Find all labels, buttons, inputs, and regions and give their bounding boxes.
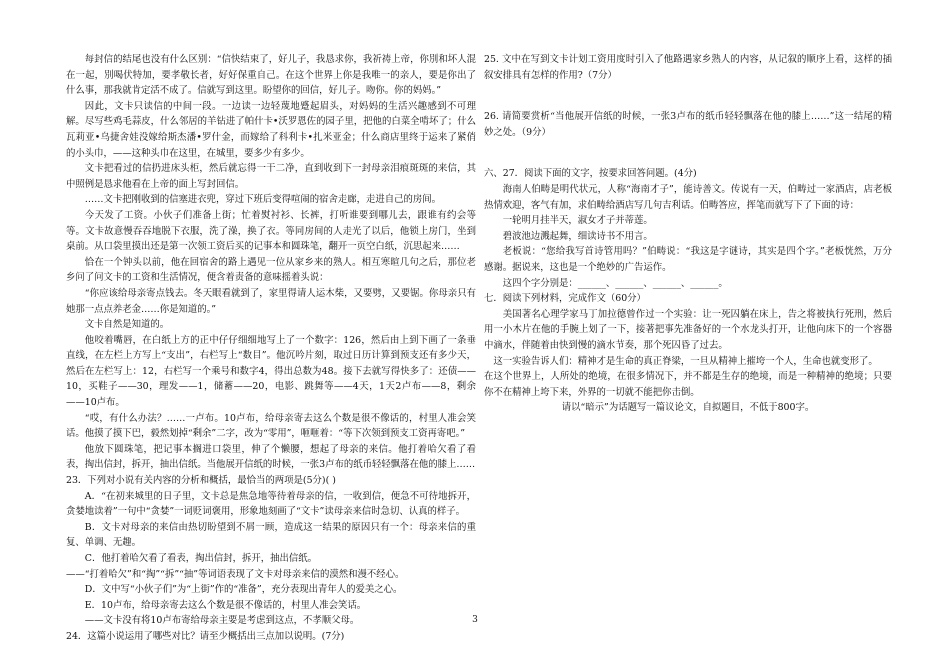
page-number: 3 <box>472 615 478 625</box>
story-paragraph: 每封信的结尾也没有什么区别：“信快结束了，好儿子，我恳求你，我祈祷上帝，你別和坏人混在一起，別喝伏特加，要孝敬长者，好好保重自己。在这个世界上你是我唯一的亲人，要是你出了什么事，那我就肯定活不成了。信就写到这里。盼望你的回信，好儿子。吻你。你的妈妈。” <box>66 54 476 97</box>
option-a: A．“在初来城里的日子里，文卡总是焦急地等待着母亲的信，一收到信，便急不可待地拆开，贪婪地读着”一句中“贪婪”一词贬词褒用，形象地刻画了“文卡”读母亲来信时急切、认真的样子。 <box>66 490 476 518</box>
question-23: 23．下列对小说有关内容的分析和概括，最恰当的两项是(5分)( ) <box>66 475 336 487</box>
q27-paragraph: 海南人伯畴是明代状元，人称“海南才子”，能诗善文。传说有一天，伯畴过一家酒店，店老板热情欢迎，客气有加，求伯畴给酒店写几句吉利话。伯畴答应，挥笔而就写下了下面的诗： <box>484 183 892 211</box>
material-paragraph: 在这个世界上，人所处的绝境，在很多情况下，并不都是生存的绝境，而是一种精神的绝境；只要你不在精神上垮下来，外界的一切就不能把你击倒。 <box>484 371 892 398</box>
question-25: 25. 文中在写到文卡计划工资用度时引入了他路遇家乡熟人的内容，从记叙的顺序上看，这样的插叙安排具有怎样的作用?（7分） <box>484 54 892 81</box>
option-c-note: ——“打着哈欠”和“掏”“拆”“抽”等词语表现了文卡对母亲来信的漠然和漫不经心。 <box>66 568 405 580</box>
section-7-heading: 七．阅读下列材料，完成作文（60分） <box>484 293 646 305</box>
story-paragraph: 文卡把看过的信扔进床头柜，然后就忘得一干二净，直到收到下一封母亲泪痕斑斑的来信，其中照例是恳求他看在上帝的面上写封回信。 <box>66 163 476 190</box>
left-column <box>66 52 476 645</box>
poem-line: 碧波池边溅起舞，细读诗书不用言。 <box>502 230 653 242</box>
option-d: D．文中写“小伙子们”为“上街”作的“准备”，充分表现出青年人的爱美之心。 <box>84 584 403 596</box>
essay-prompt: 请以“暗示”为话题写一篇议论文，自拟题目，不低于800字。 <box>561 402 815 414</box>
material-paragraph: 美国著名心理学家马丁加拉德曾作过一个实验：让一死囚躺在床上，告之将被执行死刑，然后用一小木片在他的手腕上划了一下，接著把事先准备好的一个水龙头打开，让他向床下的一个容器中滴水，伴随着由快到慢的滴水节奏，那个死囚昏了过去。 <box>484 308 892 351</box>
story-paragraph: 他咬着嘴唇，在白纸上方的正中仔仔细细地写上了一个数字：126，然后由上到下画了一条垂直线，在左栏上方写上“支出”，右栏写上“数目”。他沉吟片刻，取过日历计算到预支还有多少天，然后在左栏写上：12，右栏写一个乘号和数字4，得出总数为48。接下去就写得快多了：还债——10，买鞋子——30，理发——1，储蓄——20，电影、跳舞等——4天，1天2卢布——8，剩余——10卢布。 <box>66 334 476 409</box>
question-24: 24．这篇小说运用了哪些对比？请至少概括出三点加以说明。(7分) <box>66 630 345 642</box>
story-paragraph: 恰在一个钟头以前，他在回宿舍的路上遇见一位从家乡来的熟人。相互寒暄几句之后，那位老乡问了问文卡的工资和生活情况，便含着责备的意味摇着头说： <box>66 256 476 284</box>
poem-line: 一轮明月挂半天，淑女才子并蒂莲。 <box>502 215 653 227</box>
option-e-note: ——文卡没有将10卢布寄给母亲主要是考虑到这点，不孝顺父母。 <box>84 615 360 627</box>
story-paragraph: 因此，文卡只读信的中间一段。一边读一边轻蔑地蹙起眉头，对妈妈的生活兴趣感到不可理解。尽写些鸡毛蒜皮，什么邻居的羊钻进了帕什卡•沃罗恩佐的园子里，把他的白菜全啃坏了；什么瓦莉亚•乌捷舍娃没嫁给斯杰潘•罗什金，而嫁给了科利卡•扎米亚金；什么商店里终于运来了紧俏的小头巾，——这种头巾在这里，在城里，要多少有多少。 <box>66 100 476 159</box>
story-paragraph: 文卡自然是知道的。 <box>84 319 170 331</box>
story-paragraph: ……文卡把刚收到的信塞进衣兜，穿过下班后变得喧闹的宿舍走廊，走进自己的房间。 <box>84 194 442 206</box>
story-paragraph: 今天发了工资。小伙子们准备上街；忙着熨衬衫、长裤，打听谁要到哪儿去，跟谁有约会等等。文卡故意慢吞吞地脱下衣服，洗了澡，换了衣。等同房间的人走光了以后，他锁上房门，坐到桌前。从口袋里摸出还是第一次领工资后买的记事本和圆珠笔，翻开一页空白纸，沉思起来…… <box>66 209 476 253</box>
q27-paragraph: 老板说：“您给我写首诗管用吗？”伯畴说：“我这是字谜诗，其实是四个字。”老板恍然，万分感谢。据说来，这也是一个绝妙的广告运作。 <box>484 246 892 273</box>
question-26: 26. 请简要赏析“当他展开信纸的时候，一张3卢布的纸币轻轻飘落在他的膝上……”这一结尾的精妙之处。（9分） <box>484 111 892 138</box>
story-paragraph: “哎，有什么办法？……一卢布。10卢布，给母亲寄去这么个数是很不像话的，村里人准会笑话。他摸了摸下巴，毅然划掉“剩余”二字，改为“零用”，咂咂着：“等下次领到预支工资再寄吧。” <box>66 412 476 440</box>
question-27: 六、27．阅读下面的文字，按要求回答问题。(4分) <box>484 168 697 180</box>
answer-blanks: 这四个字分别是：______、______、______、______。 <box>502 277 728 289</box>
story-paragraph: 他放下圆珠笔，把记事本搁进口袋里，伸了个懒腰，想起了母亲的来信。他打着哈欠看了看表，掏出信封，拆开，抽出信纸。当他展开信纸的时候，一张3卢布的纸币轻轻飘落在他的膝上…… <box>66 443 476 471</box>
option-b: B．文卡对母亲的来信由热切盼望到不屑一顾，造成这一结果的原因只有一个：母亲来信的重复、单调、无趣。 <box>66 521 476 549</box>
material-paragraph: 这一实验告诉人们：精神才是生命的真正脊梁，一旦从精神上摧垮一个人，生命也就变形了。 <box>493 355 878 367</box>
option-c: C．他打着哈欠看了看表，掏出信封，拆开，抽出信纸。 <box>84 553 317 564</box>
option-e: E．10卢布，给母亲寄去这么个数是很不像话的，村里人准会笑话。 <box>84 599 367 611</box>
story-paragraph: “你应该给母亲寄点钱去。冬天眼看就到了，家里得请人运木柴，又要劈，又要锯。你母亲只有她那一点点养老金……你是知道的。” <box>66 287 476 315</box>
right-column <box>484 52 892 416</box>
